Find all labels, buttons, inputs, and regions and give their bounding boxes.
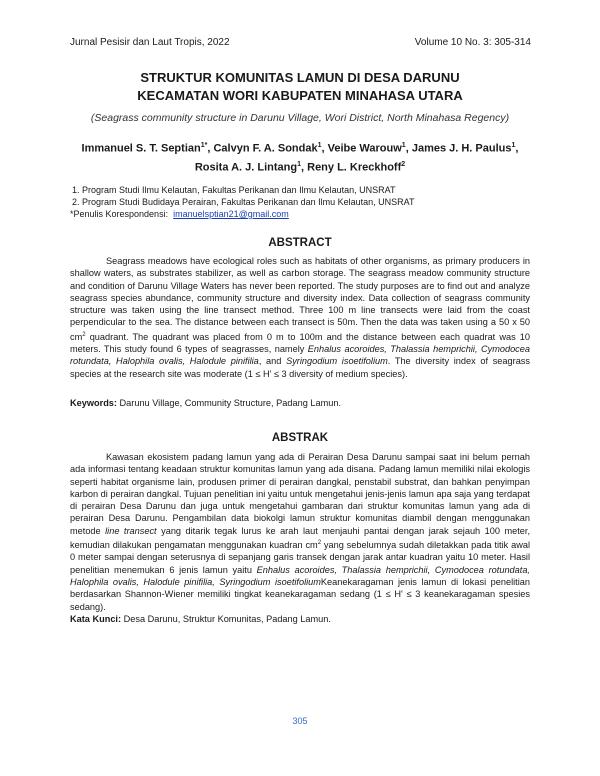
author-name: Rosita A. J. Lintang	[194, 161, 298, 174]
keywords-text: Darunu Village, Community Structure, Padang Lamun.	[116, 398, 342, 408]
author-list: Immanuel S. T. Septian$^{1*}$, Calvyn F. A. Sondak$^1$, Veibe Warouw$^1$, James J. H. Paulus$^1$, Rosita A. J. Lintang$^1$, Reny L. Kreckhoff$^2$	[81, 142, 519, 174]
species-name: Syringodium isoetifolium	[286, 356, 388, 367]
page-number: 305	[292, 716, 308, 726]
species-list: Enhalus acoroides, Thalassia hemprichii, Cymodocea rotundata, Halophila ovalis, Halodule pinifilia	[70, 344, 530, 367]
author-name: James J. H. Paulus	[411, 142, 512, 155]
author-name: Reny L. Kreckhoff	[307, 161, 402, 174]
affiliation-1: 1. Program Studi Ilmu Kelautan, Fakultas Perikanan dan Ilmu Kelautan, UNSRAT	[72, 185, 396, 195]
kata-kunci-label: Kata Kunci:	[70, 614, 122, 624]
corresponding-label: *Penulis Korespondensi:	[70, 209, 169, 219]
species-list: Enhalus acoroides, Thalassia hemprichii, Cymodocea rotundata, Halophila ovalis, Halodule pinifilia, Syringodium isoetifolium	[70, 564, 530, 588]
corresponding-email-link[interactable]: imanuelsptian21@gmail.com	[173, 209, 289, 219]
affiliation-2: 2. Program Studi Budidaya Perairan, Fakultas Perikanan dan Ilmu Kelautan, UNSRAT	[72, 197, 415, 207]
abstract-body: Seagrass meadows have ecological roles such as habitats of other organisms, as primary producers in shallow waters, as substrates stabilizer, as well as carbon storage. The seagrass meadow community structure and condition of Darunu Village Waters has never been reported. The study purposes are to find out and analyze seagrass species abundance, community structure and diversity index. Data collection of seagrass community structure was taken using the line transect method. Three 100 m line transects were laid from the coast perpendicular to the sea. The distance between each transect is 50m. Then the data was taken using a 50 x 50 $cm^2$ quadrant. The quadrant was placed from 0 m to 100m and the distance between each quadrat was 10 meters. This study found 6 types of seagrasses, namely Enhalus acoroides, Thalassia hemprichii, Cymodocea rotundata, Halophila ovalis, Halodule pinifilia, and Syringodium isoetifolium. The diversity index of seagrass species at the research site was moderate (1 ≤ H' ≤ 3 diversity of medium species).	[70, 256, 530, 379]
keywords-label: Keywords:	[70, 398, 117, 408]
kata-kunci-text: Desa Darunu, Struktur Komunitas, Padang Lamun.	[121, 614, 331, 624]
author-name: Veibe Warouw	[327, 142, 402, 155]
title-line-2: KECAMATAN WORI KABUPATEN MINAHASA UTARA	[137, 88, 463, 103]
abstrak-heading: ABSTRAK	[271, 432, 329, 444]
author-name: Immanuel S. T. Septian	[81, 142, 201, 155]
abstract-heading: ABSTRACT	[268, 237, 332, 249]
volume-info: Volume 10 No. 3: 305-314	[414, 37, 531, 48]
title-line-1: STRUKTUR KOMUNITAS LAMUN DI DESA DARUNU	[140, 70, 460, 85]
corresponding-author	[70, 209, 289, 220]
journal-name: Jurnal Pesisir dan Laut Tropis, 2022	[70, 37, 230, 48]
kata-kunci	[70, 614, 530, 624]
author-name: Calvyn F. A. Sondak	[213, 142, 318, 155]
keywords	[70, 398, 530, 408]
abstrak-body: Kawasan ekosistem padang lamun yang ada di Perairan Desa Darunu sampai saat ini belum pernah ada informasi tentang keadaan struktur komunitas lamun yang ada disana. Padang lamun memiliki nilai ekologis seperti habitat organisme lain, produsen primer di perairan dangkal, penstabil substrat, dan bahkan penyimpan karbon di perairan dangkal. Tujuan penelitian ini yaitu untuk mengetahui jenis-jenis lamun apa saja yang terdapat di perairan Desa Darunu dan juga untuk mengetahui gambaran dari struktur komunitas lamun yang ada di perairan Desa Darunu. Pengambilan data biokolgi lamun struktur komunitas diambil dengan menggunakan metode line transect yang ditarik tegak lurus ke arah laut menjauhi pantai dengan jarak sejauh 100 meter, kemudian dilakukan pengamatan menggunakan kuadran $cm^2$ yang sebelumnya sudah diletakkan pada titik awal 0 meter sampai dengan seterusnya di sepanjang garis transek dengan jarak antar kuadran yaitu 10 meter. Hasil penelitian menemukan 6 jenis lamun yaitu Enhalus acoroides, Thalassia hemprichii, Cymodocea rotundata, Halophila ovalis, Halodule pinifilia, Syringodium isoetifoliumKeanekaragaman jenis lamun di lokasi penelitian berdasarkan Shannon-Wiener memiliki tingkat keanekaragaman sedang (1 ≤ H' ≤ 3 keanekaragaman spesies sedang).	[70, 452, 531, 612]
method-name: line transect	[105, 525, 157, 536]
english-title: (Seagrass community structure in Darunu Village, Wori District, North Minahasa Regency)	[90, 112, 510, 124]
